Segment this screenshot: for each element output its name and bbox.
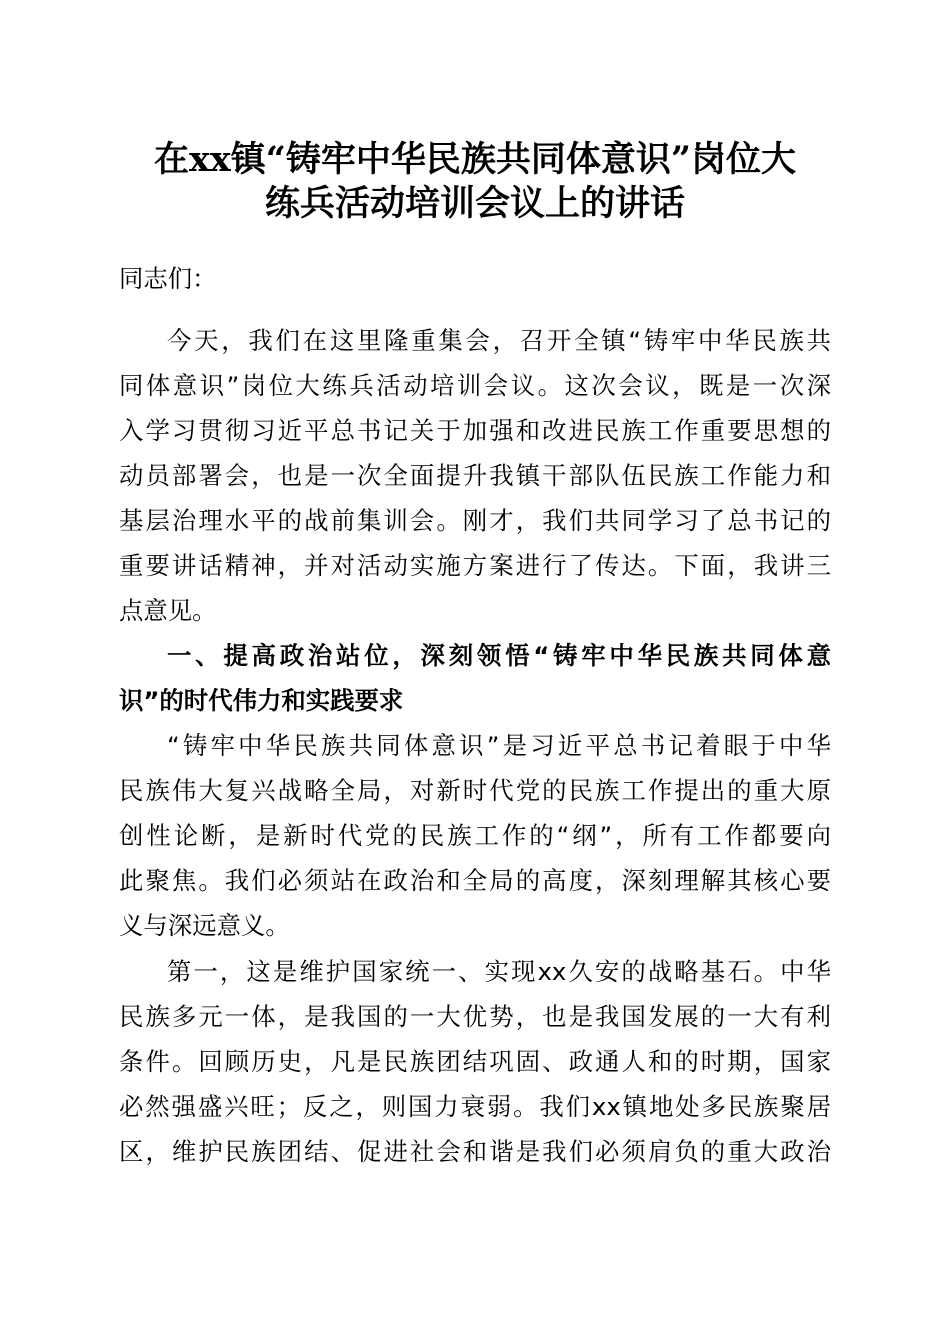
section-paragraph-line: 义与深远意义。	[119, 911, 290, 940]
section-paragraph-line: 民族伟大复兴战略全局，对新时代党的民族工作提出的重大原	[119, 776, 831, 805]
intro-line: 同体意识”岗位大练兵活动培训会议。这次会议，既是一次深	[119, 371, 831, 400]
section-paragraph-line: 创性论断，是新时代党的民族工作的“纲”，所有工作都要向	[119, 821, 831, 850]
point-paragraph-line: 条件。回顾历史，凡是民族团结巩固、政通人和的时期，国家	[119, 1047, 831, 1076]
point-paragraph-line: 第一，这是维护国家统一、实现xx久安的战略基石。中华	[167, 957, 831, 986]
salutation: 同志们：	[119, 264, 217, 293]
intro-line: 今天，我们在这里隆重集会，召开全镇“铸牢中华民族共	[167, 326, 831, 355]
section-paragraph-line: 此聚焦。我们必须站在政治和全局的高度，深刻理解其核心要	[119, 866, 831, 895]
intro-line: 动员部署会，也是一次全面提升我镇干部队伍民族工作能力和	[119, 461, 831, 490]
point-paragraph-line: 必然强盛兴旺；反之，则国力衰弱。我们xx镇地处多民族聚居	[119, 1092, 831, 1121]
point-paragraph-line: 区，维护民族团结、促进社会和谐是我们必须肩负的重大政治	[119, 1137, 831, 1166]
section-heading-line: 一、提高政治站位，深刻领悟“铸牢中华民族共同体意	[167, 641, 831, 670]
document-title-line-1: 在xx镇“铸牢中华民族共同体意识”岗位大	[154, 139, 796, 180]
section-paragraph-line: “铸牢中华民族共同体意识”是习近平总书记着眼于中华	[167, 731, 831, 760]
intro-line: 点意见。	[119, 596, 217, 625]
intro-line: 重要讲话精神，并对活动实施方案进行了传达。下面，我讲三	[119, 551, 831, 580]
intro-line: 基层治理水平的战前集训会。刚才，我们共同学习了总书记的	[119, 506, 831, 535]
document-title-line-2: 练兵活动培训会议上的讲话	[264, 183, 685, 224]
point-paragraph-line: 民族多元一体，是我国的一大优势，也是我国发展的一大有利	[119, 1002, 831, 1031]
section-heading-line: 识”的时代伟力和实践要求	[119, 686, 404, 715]
intro-line: 入学习贯彻习近平总书记关于加强和改进民族工作重要思想的	[119, 416, 831, 445]
